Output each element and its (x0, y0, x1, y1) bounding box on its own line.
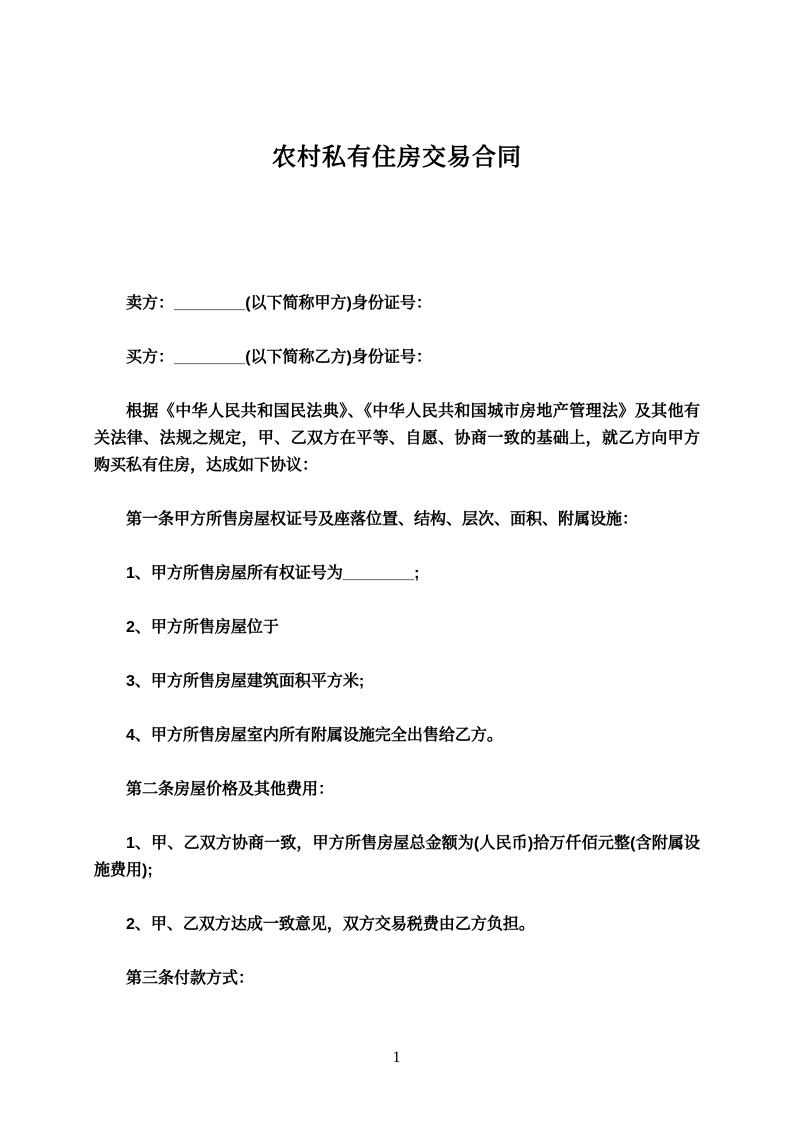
seller-line: 卖方：________(以下简称甲方)身份证号： (126, 295, 432, 312)
article-1-item-2: 2、甲方所售房屋位于 (126, 619, 279, 636)
article-1-item-4: 4、甲方所售房屋室内所有附属设施完全出售给乙方。 (126, 727, 503, 744)
page-number: 1 (392, 1049, 401, 1066)
article-1-item-1: 1、甲方所售房屋所有权证号为________; (126, 565, 420, 582)
buyer-line: 买方：________(以下简称乙方)身份证号： (126, 349, 432, 366)
document-title: 农村私有住房交易合同 (272, 144, 522, 171)
article-2-item-2: 2、甲、乙双方达成一致意见，双方交易税费由乙方负担。 (126, 916, 535, 933)
article-2-item-1: 1、甲、乙双方协商一致，甲方所售房屋总金额为(人民币)拾万仟佰元整(含附属设施费用); (94, 835, 700, 879)
article-3-heading: 第三条付款方式： (126, 970, 255, 987)
preamble-paragraph: 根据《中华人民共和国民法典》、《中华人民共和国城市房地产管理法》及其他有关法律、法规之规定，甲、乙双方在平等、自愿、协商一致的基础上，就乙方向甲方购买私有住房，达成如下协议： (94, 403, 700, 474)
article-2-heading: 第二条房屋价格及其他费用： (126, 781, 335, 798)
article-1-heading: 第一条甲方所售房屋权证号及座落位置、结构、层次、面积、附属设施： (126, 511, 639, 528)
article-1-item-3: 3、甲方所售房屋建筑面积平方米; (126, 673, 365, 690)
